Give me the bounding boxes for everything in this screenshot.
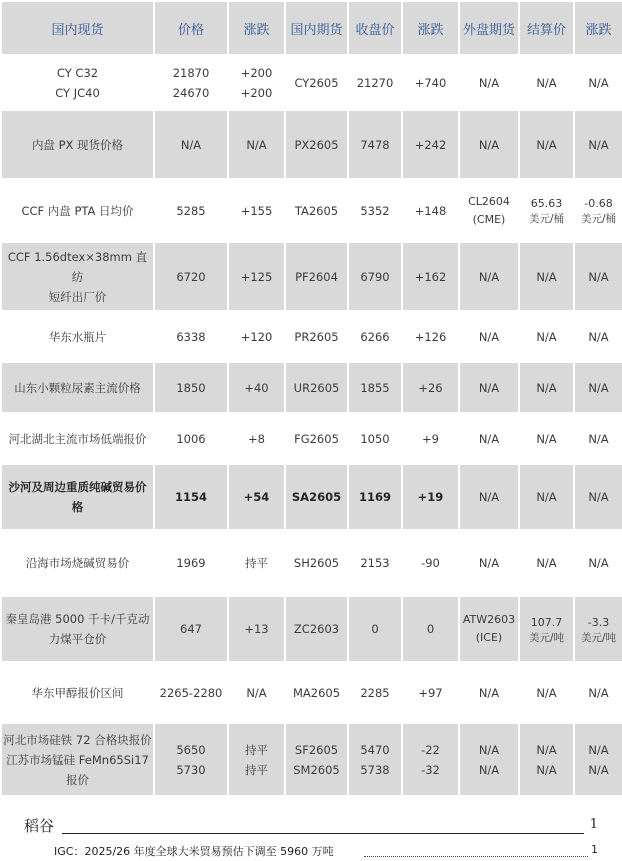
- futures-code-cell: FG2605: [286, 414, 347, 463]
- table-row: [2, 597, 622, 661]
- price-cell: [155, 180, 227, 241]
- external-futures-cell: [460, 111, 518, 178]
- spot-cell-text: 力煤平仓价: [48, 632, 107, 646]
- external-change-cell-text: 美元/吨: [580, 631, 617, 644]
- header-change: 涨跌: [229, 2, 284, 54]
- external-futures-cell: [460, 663, 518, 722]
- change-cell: [229, 414, 284, 463]
- change-cell-text: +54: [243, 490, 270, 504]
- spot-cell: [2, 243, 153, 310]
- futures-change-cell-text: -22: [421, 742, 440, 757]
- price-cell-text: 5650: [176, 742, 206, 757]
- futures-code-cell: PX2605: [286, 111, 347, 178]
- futures-code-cell: TA2605: [286, 180, 347, 241]
- table-row: [2, 531, 622, 595]
- external-change-cell: [575, 111, 622, 178]
- table-row: [2, 363, 622, 412]
- change-cell-text: +40: [244, 380, 269, 395]
- change-cell-text: +125: [240, 269, 273, 284]
- spot-cell: [2, 56, 153, 109]
- futures-change-cell: +19: [403, 465, 458, 529]
- futures-code-cell: PF2604: [286, 243, 347, 310]
- header-close: 收盘价: [349, 2, 401, 54]
- spot-cell: [2, 597, 153, 661]
- external-futures-cell: [460, 465, 518, 529]
- close-cell-text: 5470: [360, 742, 390, 757]
- external-change-cell: [575, 243, 622, 310]
- settle-cell: [520, 180, 573, 241]
- change-cell: [229, 111, 284, 178]
- change-cell: [229, 531, 284, 595]
- external-change-cell-text: N/A: [588, 329, 609, 344]
- spot-cell-text: 河北市场硅铁 72 合格块报价: [3, 732, 152, 747]
- settle-cell: [520, 663, 573, 722]
- change-cell-text: 持平: [245, 742, 268, 757]
- header-spot: 国内现货: [2, 2, 153, 54]
- settle-cell-text: N/A: [536, 556, 557, 570]
- external-change-cell: [575, 531, 622, 595]
- price-cell: [155, 724, 227, 795]
- settle-cell: [520, 56, 573, 109]
- external-futures-cell-text: N/A: [478, 431, 500, 446]
- close-cell: 6266: [349, 312, 401, 361]
- external-futures-cell-text: N/A: [478, 380, 500, 395]
- settle-cell-text: N/A: [536, 742, 557, 757]
- change-cell-text: +13: [244, 622, 269, 636]
- settle-cell: [520, 312, 573, 361]
- toc-leader: [364, 856, 588, 857]
- external-futures-cell: [460, 243, 518, 310]
- settle-cell-text: N/A: [536, 685, 557, 700]
- settle-cell-text: N/A: [536, 269, 557, 284]
- change-cell: [229, 663, 284, 722]
- close-cell: 2153: [349, 531, 401, 595]
- external-change-cell-text: -0.68: [584, 197, 613, 210]
- table-row: [2, 180, 622, 241]
- futures-code-cell: UR2605: [286, 363, 347, 412]
- price-cell: [155, 243, 227, 310]
- change-cell: [229, 312, 284, 361]
- price-cell: [155, 363, 227, 412]
- spot-cell-text: 秦皇岛港 5000 千卡/千克动: [5, 612, 150, 626]
- futures-code-cell: [286, 724, 347, 795]
- toc-entry-igc[interactable]: [54, 843, 598, 859]
- futures-code-cell: CY2605: [286, 56, 347, 109]
- change-cell: [229, 243, 284, 310]
- external-change-cell: [575, 663, 622, 722]
- toc-entry-rice[interactable]: [24, 815, 598, 835]
- header-futures-change: 涨跌: [403, 2, 458, 54]
- spot-cell: [2, 663, 153, 722]
- close-cell: 2285: [349, 663, 401, 722]
- table-row: [2, 312, 622, 361]
- settle-cell-text: N/A: [536, 137, 557, 152]
- external-change-cell: [575, 180, 622, 241]
- change-cell: [229, 56, 284, 109]
- change-cell: [229, 597, 284, 661]
- spot-cell: [2, 531, 153, 595]
- price-cell-text: 5730: [176, 762, 206, 777]
- spot-cell-text: CY C32: [56, 65, 99, 80]
- external-change-cell-text: N/A: [588, 742, 609, 757]
- price-cell-text: 6338: [176, 329, 206, 344]
- close-cell: 6790: [349, 243, 401, 310]
- futures-code-cell-text: SM2605: [293, 762, 340, 777]
- table-row: [2, 465, 622, 529]
- futures-change-cell: +740: [403, 56, 458, 109]
- spot-cell-text: 华东甲醇报价区间: [31, 685, 124, 700]
- external-change-cell: [575, 597, 622, 661]
- price-cell-text: 21870: [172, 65, 210, 80]
- price-cell-text: 6720: [176, 269, 206, 284]
- spot-cell: [2, 414, 153, 463]
- spot-cell: [2, 111, 153, 178]
- futures-code-cell-text: SF2605: [294, 742, 339, 757]
- change-cell-text: +200: [240, 85, 273, 100]
- change-cell-text: 持平: [245, 762, 268, 777]
- price-cell-text: 1154: [174, 490, 207, 504]
- close-cell: 7478: [349, 111, 401, 178]
- spot-cell-text: 河北湖北主流市场低端报价: [8, 431, 147, 446]
- external-futures-cell-text: N/A: [478, 75, 500, 90]
- spot-cell: [2, 312, 153, 361]
- external-futures-cell-text: (ICE): [475, 631, 503, 644]
- futures-change-cell: +242: [403, 111, 458, 178]
- toc-title: 稻谷: [24, 817, 55, 835]
- settle-cell-text: 65.63: [530, 197, 563, 210]
- settle-cell-text: 美元/吨: [528, 631, 565, 644]
- price-cell-text: 647: [180, 622, 202, 636]
- external-futures-cell-text: N/A: [478, 762, 500, 777]
- external-futures-cell: [460, 312, 518, 361]
- external-change-cell-text: N/A: [588, 431, 609, 446]
- external-futures-cell: [460, 531, 518, 595]
- table-row: [2, 663, 622, 722]
- price-cell: [155, 56, 227, 109]
- external-change-cell: [575, 465, 622, 529]
- spot-cell-text: 山东小颗粒尿素主流价格: [14, 380, 141, 395]
- settle-cell-text: 美元/桶: [528, 213, 565, 225]
- change-cell-text: +8: [248, 431, 265, 446]
- external-change-cell-text: N/A: [588, 137, 609, 152]
- spot-cell-text: CY JC40: [55, 85, 100, 100]
- settle-cell-text: N/A: [536, 431, 557, 446]
- futures-change-cell: +148: [403, 180, 458, 241]
- settle-cell-text: N/A: [536, 75, 557, 90]
- external-futures-cell-text: (CME): [472, 212, 506, 226]
- external-change-cell-text: N/A: [588, 762, 609, 777]
- futures-change-cell: -90: [403, 531, 458, 595]
- price-cell-text: N/A: [180, 137, 202, 152]
- settle-cell: [520, 414, 573, 463]
- price-cell: [155, 531, 227, 595]
- futures-change-cell: +162: [403, 243, 458, 310]
- settle-cell: [520, 363, 573, 412]
- spot-cell-text: 华东水瓶片: [48, 329, 107, 344]
- external-change-cell: [575, 363, 622, 412]
- close-cell: [349, 724, 401, 795]
- external-futures-cell: [460, 363, 518, 412]
- external-change-cell-text: N/A: [588, 269, 609, 284]
- change-cell: [229, 465, 284, 529]
- external-futures-cell-text: N/A: [478, 490, 500, 504]
- header-row: [2, 2, 622, 54]
- price-cell-text: 24670: [172, 85, 210, 100]
- price-cell: [155, 597, 227, 661]
- settle-cell: [520, 531, 573, 595]
- spot-cell-text: 沿海市场烧碱贸易价: [25, 556, 130, 570]
- change-cell-text: N/A: [246, 137, 267, 152]
- table-row: [2, 243, 622, 310]
- external-futures-cell-text: ATW2603: [462, 613, 516, 626]
- futures-change-cell: +9: [403, 414, 458, 463]
- header-price: 价格: [155, 2, 227, 54]
- external-futures-cell-text: CL2604: [468, 194, 510, 208]
- external-futures-cell: [460, 180, 518, 241]
- close-cell: 1169: [349, 465, 401, 529]
- settle-cell: [520, 597, 573, 661]
- toc-leader: [62, 833, 584, 834]
- close-cell: 0: [349, 597, 401, 661]
- external-change-cell-text: -3.3: [587, 615, 610, 629]
- settle-cell: [520, 724, 573, 795]
- spot-cell: [2, 724, 153, 795]
- change-cell-text: N/A: [246, 685, 267, 700]
- spot-cell: [2, 180, 153, 241]
- futures-change-cell: +97: [403, 663, 458, 722]
- price-cell: [155, 465, 227, 529]
- futures-change-cell: +126: [403, 312, 458, 361]
- settle-cell-text: N/A: [536, 380, 557, 395]
- external-change-cell-text: N/A: [588, 556, 609, 570]
- spot-cell-text: 江苏市场锰硅 FeMn65Si17: [6, 752, 149, 767]
- header-external-futures: 外盘期货: [460, 2, 518, 54]
- external-change-cell: [575, 56, 622, 109]
- futures-code-cell: ZC2603: [286, 597, 347, 661]
- price-cell-text: 1969: [176, 556, 206, 570]
- close-cell: 1855: [349, 363, 401, 412]
- settle-cell-text: N/A: [536, 762, 557, 777]
- change-cell-text: +120: [240, 329, 273, 344]
- table-row: [2, 111, 622, 178]
- external-change-cell-text: N/A: [588, 380, 609, 395]
- settle-cell-text: N/A: [536, 329, 557, 344]
- change-cell-text: +155: [240, 203, 273, 218]
- table-row: [2, 724, 622, 795]
- external-futures-cell-text: N/A: [478, 137, 500, 152]
- spot-cell: [2, 363, 153, 412]
- price-cell-text: 2265-2280: [159, 685, 223, 700]
- external-futures-cell-text: N/A: [478, 269, 500, 284]
- spot-cell: [2, 465, 153, 529]
- external-change-cell-text: 美元/桶: [580, 213, 617, 225]
- futures-code-cell: PR2605: [286, 312, 347, 361]
- settle-cell-text: N/A: [536, 490, 557, 504]
- external-futures-cell-text: N/A: [478, 685, 500, 700]
- spot-cell-text: 内盘 PX 现货价格: [31, 137, 124, 152]
- toc-title: IGC：2025/26 年度全球大米贸易预估下调至 5960 万吨: [54, 845, 334, 858]
- header-external-change: 涨跌: [575, 2, 622, 54]
- external-change-cell-text: N/A: [588, 75, 609, 90]
- futures-code-cell: SA2605: [286, 465, 347, 529]
- close-cell-text: 5738: [360, 762, 390, 777]
- spot-cell-text: 沙河及周边重质纯碱贸易价格: [8, 480, 147, 514]
- futures-change-cell-text: -32: [421, 762, 440, 777]
- table-row: [2, 414, 622, 463]
- futures-change-cell: +26: [403, 363, 458, 412]
- price-cell: [155, 663, 227, 722]
- close-cell: 21270: [349, 56, 401, 109]
- external-change-cell: [575, 312, 622, 361]
- table-row: [2, 56, 622, 109]
- price-cell: [155, 111, 227, 178]
- external-change-cell: [575, 414, 622, 463]
- spot-cell-text: CCF 内盘 PTA 日均价: [21, 203, 134, 218]
- futures-change-cell: 0: [403, 597, 458, 661]
- price-cell-text: 1850: [176, 380, 206, 395]
- spot-cell-text: CCF 1.56dtex×38mm 直纺: [7, 249, 148, 284]
- header-futures: 国内期货: [286, 2, 347, 54]
- change-cell-text: 持平: [245, 556, 268, 570]
- external-change-cell-text: N/A: [588, 685, 609, 700]
- external-futures-cell: [460, 724, 518, 795]
- external-futures-cell-text: N/A: [478, 329, 500, 344]
- external-futures-cell: [460, 414, 518, 463]
- futures-code-cell: SH2605: [286, 531, 347, 595]
- toc-page: 1: [591, 843, 598, 856]
- change-cell: [229, 180, 284, 241]
- close-cell: 5352: [349, 180, 401, 241]
- change-cell-text: +200: [240, 65, 273, 80]
- settle-cell-text: 107.7: [530, 615, 563, 629]
- external-change-cell-text: N/A: [588, 490, 609, 504]
- settle-cell: [520, 111, 573, 178]
- external-futures-cell-text: N/A: [478, 742, 500, 757]
- external-change-cell: [575, 724, 622, 795]
- header-settle: 结算价: [520, 2, 573, 54]
- external-futures-cell: [460, 56, 518, 109]
- external-futures-cell-text: N/A: [478, 556, 500, 570]
- change-cell: [229, 724, 284, 795]
- price-cell-text: 1006: [176, 431, 206, 446]
- settle-cell: [520, 465, 573, 529]
- price-cell: [155, 414, 227, 463]
- toc-page: 1: [589, 817, 598, 832]
- futures-change-cell: [403, 724, 458, 795]
- close-cell: 1050: [349, 414, 401, 463]
- price-cell: [155, 312, 227, 361]
- spot-cell-text: 报价: [66, 772, 89, 787]
- futures-code-cell: MA2605: [286, 663, 347, 722]
- change-cell: [229, 363, 284, 412]
- spot-cell-text: 短纤出厂价: [48, 289, 107, 304]
- price-cell-text: 5285: [176, 203, 206, 218]
- external-futures-cell: [460, 597, 518, 661]
- settle-cell: [520, 243, 573, 310]
